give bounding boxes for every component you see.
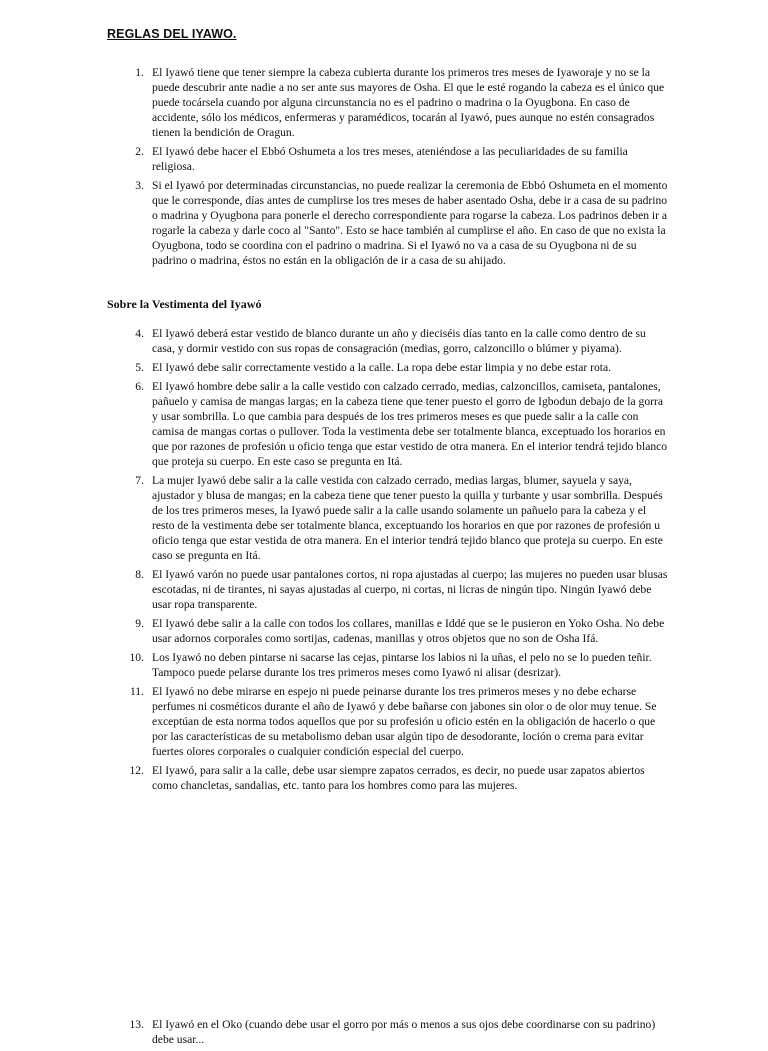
rule-text: El Iyawó hombre debe salir a la calle vestido con calzado cerrado, medias, calzoncillos, camiseta, pantalones, pañuelo y camisa de mangas largas; en la cabeza tiene que tener puesto el gorro de Igbodun debajo de la gorra y usar sombrilla. Lo que cambia para después de los tres primeros meses es que puede salir a la calle con camisa de mangas cortas o pullover. Toda la vestimenta debe ser totalmente blanca, exceptuado los horarios en que por razones de profesión u oficio tenga que estar vestido de otra manera. En el interior tendrá tejido blanco que proteja su cuerpo. En este caso se pregunta en Itá. <box>152 380 668 468</box>
rule-number: 4. <box>135 327 144 340</box>
rule-item <box>108 763 668 793</box>
rule-number: 13. <box>129 1018 144 1031</box>
rule-item <box>108 360 668 375</box>
rule-number: 12. <box>129 764 144 777</box>
rule-item <box>108 326 668 356</box>
rule-text: Los Iyawó no deben pintarse ni sacarse las cejas, pintarse los labios ni la uñas, el pelo no se lo pueden teñir. Tampoco puede pelarse durante los tres primeros meses como Iyawó ni alisar (desrizar). <box>152 651 652 679</box>
rule-text: Si el Iyawó por determinadas circunstancias, no puede realizar la ceremonia de Ebbó Oshumeta en el momento que le corresponde, días antes de cumplirse los tres meses de haber asentado Osha, debe ir a casa de su padrino o madrina y Oyugbona para ponerle el derecho correspondiente para rogarse la cabeza. Los padrinos deben ir a rogarle la cabeza y darle coco al "Santo". Esto se hace también al cumplirse el año. En caso de que no exista la Oyugbona, todo se coordina con el padrino o madrina. Si el Iyawó no va a casa de su Oyugbona ni de su padrino o madrina, éstos no están en la obligación de ir a casa de su ahijado. <box>152 179 668 267</box>
rule-number: 3. <box>135 179 144 192</box>
rule-number: 8. <box>135 568 144 581</box>
rule-item <box>108 473 668 563</box>
rule-number: 9. <box>135 617 144 630</box>
rule-number: 1. <box>135 66 144 79</box>
rule-item <box>108 178 668 268</box>
rule-text: El Iyawó tiene que tener siempre la cabeza cubierta durante los primeros tres meses de Iyaworaje y no se la puede descubrir ante nadie a no ser ante sus mayores de Osha. El que le esté rogando la cabeza es el único que puede tocársela cuando por alguna circunstancia no es el padrino o madrina o la Oyugbona. En caso de accidente, sólo los médicos, enfermeras y paramédicos, tocarán al Iyawó, pues aunque no estén consagrados tienen la bendición de Oragun. <box>152 66 665 139</box>
rule-item <box>108 567 668 612</box>
rule-item <box>108 379 668 469</box>
rules-list-cutoff <box>108 1017 668 1051</box>
rule-text: El Iyawó deberá estar vestido de blanco durante un año y dieciséis días tanto en la calle como dentro de su casa, y dormir vestido con sus ropas de consagración (medias, gorro, calzoncillo o blúmer y piyama). <box>152 327 646 355</box>
rule-item <box>108 684 668 759</box>
rule-text: El Iyawó, para salir a la calle, debe usar siempre zapatos cerrados, es decir, no puede usar zapatos abiertos como chancletas, sandalias, etc. tanto para los hombres como para las mujeres. <box>152 764 645 792</box>
rule-number: 2. <box>135 145 144 158</box>
rule-text: El Iyawó en el Oko (cuando debe usar el gorro por más o menos a sus ojos debe coordinarse con su padrino) debe usar... <box>152 1018 656 1046</box>
rules-list-vestimenta <box>108 326 668 797</box>
rule-text: El Iyawó varón no puede usar pantalones cortos, ni ropa ajustadas al cuerpo; las mujeres no pueden usar blusas escotadas, ni de tirantes, ni sayas ajustadas al cuerpo, ni cortas, ni licras de ningún tipo. Ningún Iyawó debe usar ropa transparente. <box>152 568 668 611</box>
rule-text: El Iyawó debe salir a la calle con todos los collares, manillas e Iddé que se le pusieron en Yoko Osha. No debe usar adornos corporales como sortijas, cadenas, manillas y otros objetos que no son de Osha Ifá. <box>152 617 665 645</box>
rule-text: El Iyawó no debe mirarse en espejo ni puede peinarse durante los tres primeros meses y no debe echarse perfumes ni cosméticos durante el año de Iyawó y debe bañarse con jabones sin olor o de olor muy tenue. Se exceptúan de esta norma todos aquellos que por su profesión u oficio estén en la obligación de hacerlo o que por las características de su metabolismo deban usar algún tipo de desodorante, loción o crema para evitar fuertes olores corporales o cualquier condición especial del cuerpo. <box>152 685 657 758</box>
rules-list-general <box>108 65 668 272</box>
document-title: REGLAS DEL IYAWO. <box>107 27 237 41</box>
rule-number: 10. <box>129 651 144 664</box>
section-heading-vestimenta: Sobre la Vestimenta del Iyawó <box>107 297 262 311</box>
rule-number: 7. <box>135 474 144 487</box>
rule-item <box>108 616 668 646</box>
rule-item <box>108 650 668 680</box>
rule-text: El Iyawó debe hacer el Ebbó Oshumeta a los tres meses, ateniéndose a las peculiaridades de su familia religiosa. <box>152 145 628 173</box>
rule-number: 11. <box>129 685 144 698</box>
rule-number: 6. <box>135 380 144 393</box>
rule-item <box>108 144 668 174</box>
rule-item-cutoff <box>108 1017 668 1047</box>
rule-item <box>108 65 668 140</box>
rule-text: El Iyawó debe salir correctamente vestido a la calle. La ropa debe estar limpia y no debe estar rota. <box>152 361 612 374</box>
rule-number: 5. <box>135 361 144 374</box>
rule-text: La mujer Iyawó debe salir a la calle vestida con calzado cerrado, medias largas, blumer, sayuela y saya, ajustador y blusa de mangas; en la cabeza tiene que tener puesto la quilla y turbante y usar sombrilla. Después de los tres primeros meses, la Iyawó puede salir a la calle usando solamente un pañuelo para la cabeza y el resto de la vestimenta debe ser totalmente blanca, exceptuando los horarios en que por razones de profesión u oficio tenga que estar vestida de otra manera. En el interior tendrá tejido blanco que proteja su cuerpo. En este caso se pregunta en Itá. <box>152 474 663 562</box>
